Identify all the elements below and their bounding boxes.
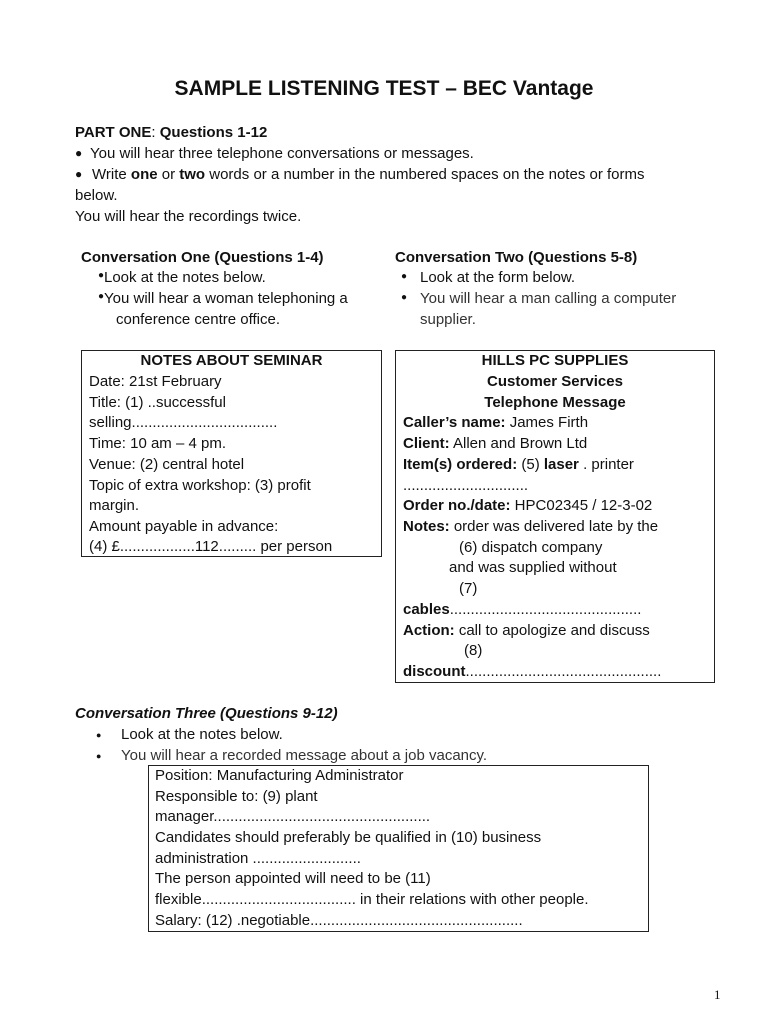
telephone-message-box xyxy=(395,350,715,683)
text-segment: Conversation One xyxy=(81,249,215,266)
emphasis-two: two xyxy=(179,166,206,183)
job-person: The person appointed will need to be (11) xyxy=(155,870,431,887)
discount-row xyxy=(403,662,661,682)
bullet-icon: ● xyxy=(98,270,105,281)
items-value: . printer xyxy=(578,456,634,473)
conv-three-bullet-2: You will hear a recorded message about a job vacancy. xyxy=(121,747,488,764)
notes-line-4: (7) xyxy=(459,580,478,597)
job-qualification: Candidates should preferably be qualified in (10) business xyxy=(155,829,542,846)
action-row xyxy=(403,621,650,641)
cables-dots: .............................................. xyxy=(449,601,642,618)
bullet-icon: ● xyxy=(75,146,83,160)
action-line-2: (8) xyxy=(464,642,483,659)
caller-value: James Firth xyxy=(505,414,589,431)
action-label: Action: xyxy=(403,622,455,639)
seminar-notes-title: NOTES ABOUT SEMINAR xyxy=(140,352,323,369)
cables-row xyxy=(403,600,641,620)
items-value: (5) xyxy=(517,456,544,473)
text-segment: Conversation Three xyxy=(75,705,221,722)
text-segment: (Questions 9-12) xyxy=(220,705,338,722)
bullet-icon: ● xyxy=(98,291,105,302)
bullet-icon: ● xyxy=(401,292,408,303)
conv-three-bullet-1: Look at the notes below. xyxy=(121,726,283,743)
notes-line-3: and was supplied without xyxy=(449,559,617,576)
action-value: call to apologize and discuss xyxy=(454,622,650,639)
text-segment: or xyxy=(157,166,180,183)
seminar-workshop-cont: margin. xyxy=(89,497,140,514)
items-answer: laser xyxy=(543,456,579,473)
bullet-icon: ● xyxy=(75,167,83,181)
bullet-icon: ● xyxy=(96,730,102,740)
notes-label: Notes: xyxy=(403,518,450,535)
client-label: Client: xyxy=(403,435,450,452)
company-name: HILLS PC SUPPLIES xyxy=(481,352,629,369)
conv-one-bullet-2-cont: conference centre office. xyxy=(116,311,280,328)
discount-label: discount xyxy=(403,663,466,680)
cables-label: cables xyxy=(403,601,450,618)
caller-row xyxy=(403,413,588,433)
job-salary: Salary: (12) .negotiable................................................... xyxy=(155,912,523,929)
order-value: HPC02345 / 12-3-02 xyxy=(510,497,653,514)
items-row xyxy=(403,455,634,475)
seminar-amount-value: (4) £..................112......... per person xyxy=(89,538,333,555)
part-one-heading xyxy=(75,124,267,141)
items-dots: .............................. xyxy=(403,477,529,494)
form-title: Telephone Message xyxy=(484,394,626,411)
recordings-note: You will hear the recordings twice. xyxy=(75,208,302,225)
part-one-label: PART ONE xyxy=(75,124,152,141)
seminar-time: Time: 10 am – 4 pm. xyxy=(89,435,226,452)
seminar-title-dots: selling................................... xyxy=(89,414,278,431)
notes-row xyxy=(403,517,658,537)
conv-three-heading xyxy=(75,705,338,722)
text-segment: (Questions 1-4) xyxy=(214,249,324,266)
notes-line-2: (6) dispatch company xyxy=(459,539,603,556)
items-label: Item(s) ordered: xyxy=(403,456,518,473)
department-name: Customer Services xyxy=(487,373,623,390)
conv-two-bullet-2-cont: supplier. xyxy=(420,311,476,328)
job-person-cont: flexible..................................... in their relations with other people. xyxy=(155,891,589,908)
bullet-icon: ● xyxy=(401,271,408,282)
part-one-sep: : xyxy=(151,124,156,141)
seminar-date: Date: 21st February xyxy=(89,373,222,390)
conv-two-heading: Conversation Two (Questions 5-8) xyxy=(395,249,638,266)
conv-one-bullet-1: Look at the notes below. xyxy=(104,269,266,286)
job-qualification-cont: administration .......................... xyxy=(155,850,361,867)
client-row xyxy=(403,434,587,454)
order-row xyxy=(403,496,652,516)
bullet-icon: ● xyxy=(96,751,102,761)
part-one-bullet-1: You will hear three telephone conversations or messages. xyxy=(90,145,474,162)
seminar-venue: Venue: (2) central hotel xyxy=(89,456,245,473)
page-title: SAMPLE LISTENING TEST – BEC Vantage xyxy=(174,77,594,100)
conv-one-heading xyxy=(81,249,324,266)
job-vacancy-box xyxy=(148,765,649,932)
seminar-notes-box xyxy=(81,350,382,557)
seminar-workshop: Topic of extra workshop: (3) profit xyxy=(89,477,311,494)
job-position: Position: Manufacturing Administrator xyxy=(155,767,404,784)
job-responsible-dots: manager.................................................... xyxy=(155,808,431,825)
conv-two-bullet-1: Look at the form below. xyxy=(420,269,576,286)
part-one-bullet-2 xyxy=(92,166,645,183)
client-value: Allen and Brown Ltd xyxy=(449,435,588,452)
job-responsible: Responsible to: (9) plant xyxy=(155,788,318,805)
conv-one-bullet-2: You will hear a woman telephoning a xyxy=(104,290,348,307)
order-label: Order no./date: xyxy=(403,497,511,514)
part-one-questions: Questions 1-12 xyxy=(159,124,268,141)
page-number: 1 xyxy=(714,987,721,1002)
conv-two-bullet-2: You will hear a man calling a computer xyxy=(420,290,677,307)
text-segment: words or a number in the numbered spaces on the notes or forms xyxy=(205,166,645,183)
seminar-amount-label: Amount payable in advance: xyxy=(89,518,279,535)
notes-value: order was delivered late by the xyxy=(449,518,659,535)
emphasis-one: one xyxy=(130,166,158,183)
seminar-title-line: Title: (1) ..successful xyxy=(89,394,226,411)
caller-label: Caller’s name: xyxy=(403,414,506,431)
discount-dots: ............................................... xyxy=(465,663,662,680)
part-one-bullet-2-cont: below. xyxy=(75,187,118,204)
text-segment: Write xyxy=(92,166,131,183)
